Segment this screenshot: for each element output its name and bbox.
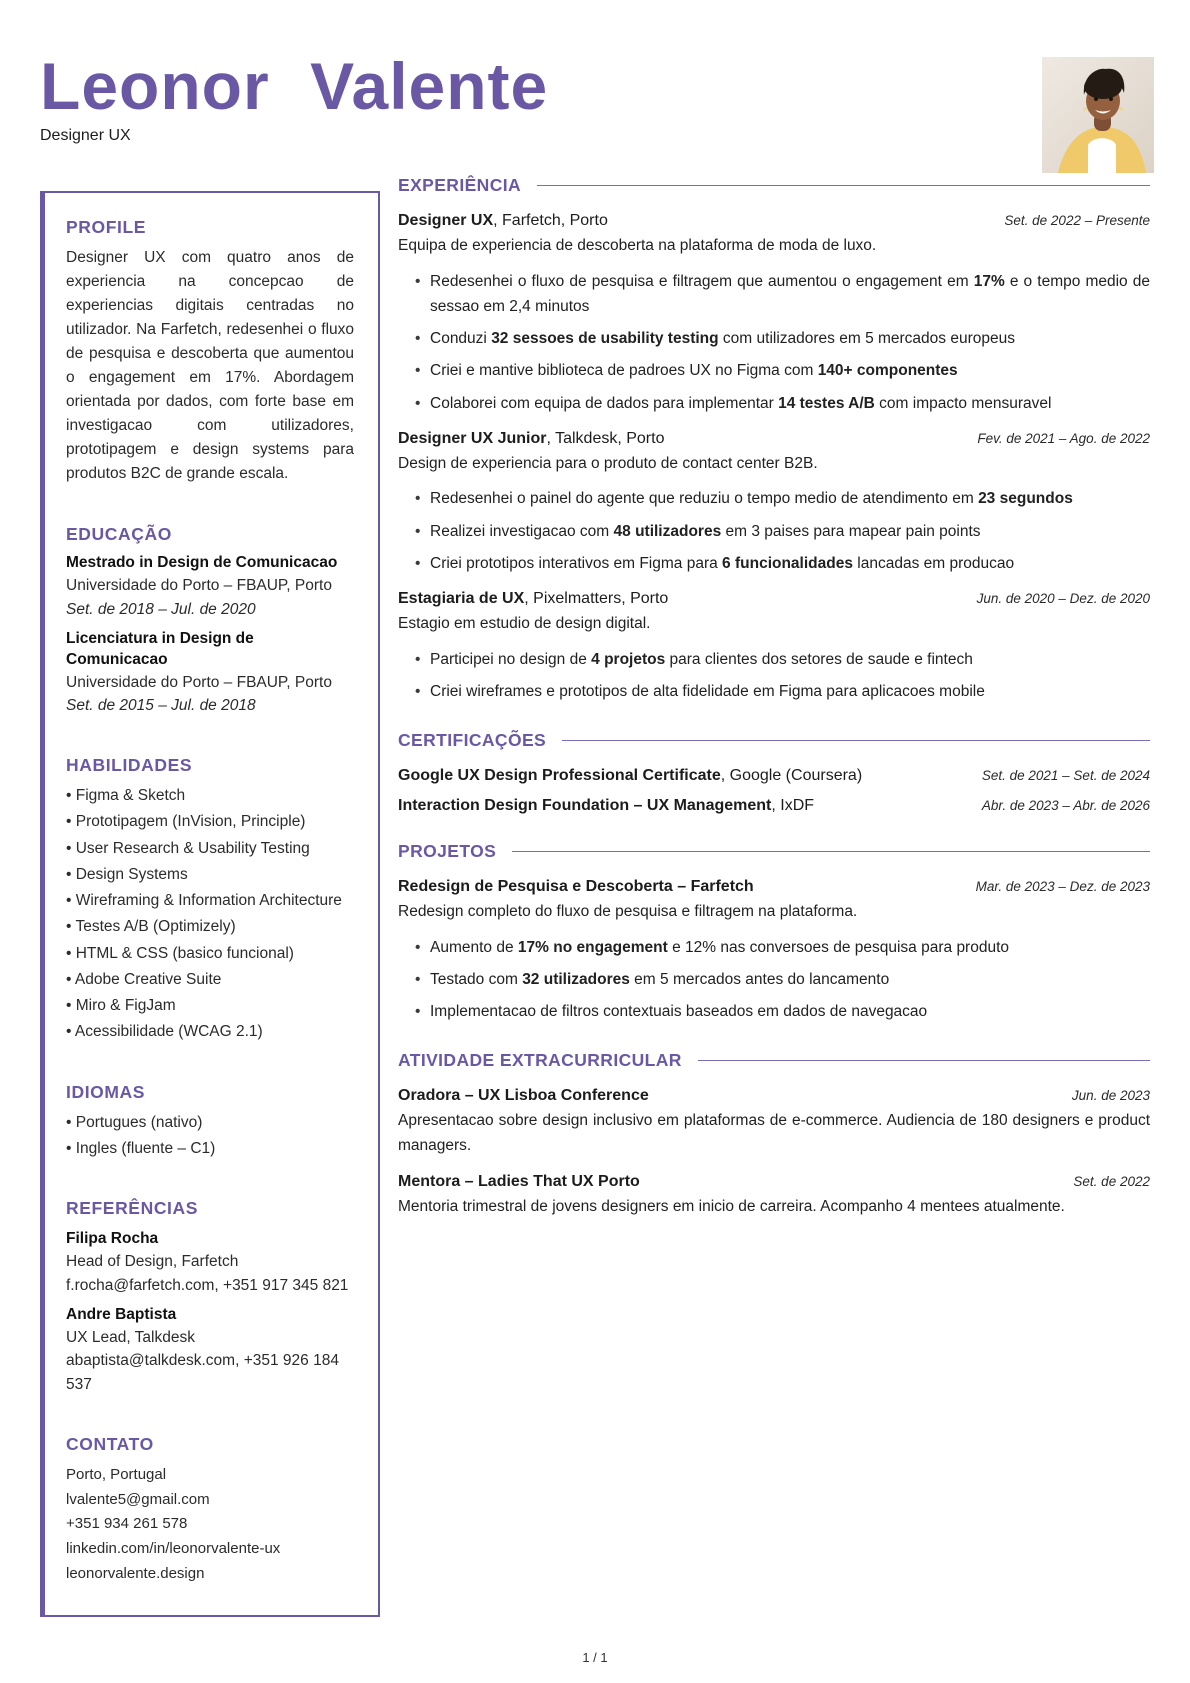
reference-name: Filipa Rocha xyxy=(66,1230,159,1248)
experience-entry xyxy=(398,590,1150,704)
contact-heading: CONTATO xyxy=(66,1433,154,1454)
language-item: • Ingles (fluente – C1) xyxy=(66,1137,354,1160)
project-bullet-text: Testado com xyxy=(430,970,523,988)
entry-head xyxy=(398,430,1150,448)
entry-title xyxy=(398,212,608,230)
project-bullet-text: e 12% nas conversoes de pesquisa para produto xyxy=(667,938,1010,956)
entry-head xyxy=(398,212,1150,230)
experience-bullet xyxy=(398,551,1150,576)
contact-line: leonorvalente.design xyxy=(66,1564,205,1582)
job-title: Designer UX xyxy=(40,127,131,145)
experience-bullet-text: Redesenhei o fluxo de pesquisa e filtragem que aumentou o engagement em xyxy=(430,273,974,291)
education-school: Universidade do Porto – FBAUP, Porto xyxy=(66,577,332,595)
education-dates: Set. de 2018 – Jul. de 2020 xyxy=(66,600,256,618)
languages-heading: IDIOMAS xyxy=(66,1081,146,1102)
experience-bullet-text: 48 utilizadores xyxy=(613,522,722,540)
page-title: Leonor Valente xyxy=(40,49,549,123)
extracurricular-heading: ATIVIDADE EXTRACURRICULAR xyxy=(398,1049,682,1070)
certifications-container xyxy=(398,767,1150,815)
education-heading: EDUCAÇÃO xyxy=(66,524,172,545)
activity-entry xyxy=(398,1087,1150,1159)
experience-bullet xyxy=(398,269,1150,319)
reference-role: Head of Design, Farfetch xyxy=(66,1253,239,1271)
activity-entry xyxy=(398,1173,1150,1220)
section-certifications xyxy=(398,730,1150,815)
activity-title: Mentora – Ladies That UX Porto xyxy=(398,1172,640,1190)
certification-title xyxy=(398,797,814,815)
skill-item: • HTML & CSS (basico funcional) xyxy=(66,942,354,965)
project-title: Redesign de Pesquisa e Descoberta – Farfetch xyxy=(398,877,754,895)
contact-line: lvalente5@gmail.com xyxy=(66,1490,210,1508)
entry-title xyxy=(398,1173,640,1191)
entry-title xyxy=(398,1087,649,1105)
section-contact xyxy=(66,1434,354,1587)
experience-bullet-text: lancadas em producao xyxy=(852,554,1015,572)
section-projects xyxy=(398,841,1150,1024)
section-experience xyxy=(398,175,1150,703)
sidebar xyxy=(40,191,380,1616)
experience-bullet-text: Participei no design de xyxy=(430,650,592,668)
entry-dates: Jun. de 2020 – Dez. de 2020 xyxy=(976,590,1150,606)
skill-item: • User Research & Usability Testing xyxy=(66,837,354,860)
education-school: Universidade do Porto – FBAUP, Porto xyxy=(66,673,332,691)
education-item xyxy=(66,553,354,620)
activity-title: Oradora – UX Lisboa Conference xyxy=(398,1086,649,1104)
education-list xyxy=(66,553,354,717)
entry-summary: Estagio em estudio de design digital. xyxy=(398,614,651,632)
experience-bullet-text: em 3 paises para mapear pain points xyxy=(721,522,981,540)
language-item: • Portugues (nativo) xyxy=(66,1111,354,1134)
entry-title xyxy=(398,430,664,448)
main-column xyxy=(380,175,1150,1245)
profile-heading: PROFILE xyxy=(66,217,147,238)
certifications-heading: CERTIFICAÇÕES xyxy=(398,729,547,750)
experience-bullet xyxy=(398,358,1150,383)
contact-line: Porto, Portugal xyxy=(66,1465,167,1483)
section-extracurricular xyxy=(398,1050,1150,1219)
entry-head xyxy=(398,590,1150,608)
skill-item: • Prototipagem (InVision, Principle) xyxy=(66,810,354,833)
skills-heading: HABILIDADES xyxy=(66,755,193,776)
certification-name: Google UX Design Professional Certificate xyxy=(398,766,721,784)
activity-dates: Jun. de 2023 xyxy=(1071,1087,1150,1103)
entry-title xyxy=(398,590,668,608)
section-divider xyxy=(537,185,1150,186)
project-bullet-list xyxy=(398,935,1150,1024)
certification-issuer: , IxDF xyxy=(771,796,815,814)
section-profile xyxy=(66,217,354,486)
experience-bullet-text: 6 funcionalidades xyxy=(722,554,853,572)
experience-bullet xyxy=(398,679,1150,704)
experience-bullet-text: Criei wireframes e prototipos de alta fidelidade em Figma para aplicacoes mobile xyxy=(430,682,985,700)
certification-issuer: , Google (Coursera) xyxy=(720,766,863,784)
education-degree: Mestrado in Design de Comunicacao xyxy=(66,554,338,572)
experience-heading: EXPERIÊNCIA xyxy=(398,175,522,196)
entry-dates: Set. de 2022 – Presente xyxy=(1004,213,1150,229)
experience-bullet-text: 23 segundos xyxy=(978,490,1073,508)
certification-name: Interaction Design Foundation – UX Management xyxy=(398,796,772,814)
experience-bullet-text: Criei prototipos interativos em Figma para xyxy=(430,554,723,572)
section-education xyxy=(66,524,354,717)
extracurricular-header xyxy=(398,1050,1150,1071)
experience-bullet-list xyxy=(398,486,1150,575)
experience-bullet-text: Conduzi xyxy=(430,330,492,348)
experience-bullet xyxy=(398,647,1150,672)
experience-bullet xyxy=(398,486,1150,511)
certification-row xyxy=(398,797,1150,815)
reference-item xyxy=(66,1227,354,1297)
languages-list xyxy=(66,1111,354,1161)
experience-entry xyxy=(398,212,1150,415)
certification-title xyxy=(398,767,862,785)
reference-contact: f.rocha@farfetch.com, +351 917 345 821 xyxy=(66,1276,349,1294)
experience-bullet-text: para clientes dos setores de saude e fintech xyxy=(665,650,973,668)
experience-header xyxy=(398,175,1150,196)
contact-line: +351 934 261 578 xyxy=(66,1515,188,1533)
page-number: 1 / 1 xyxy=(582,1650,608,1665)
skill-item: • Miro & FigJam xyxy=(66,994,354,1017)
experience-bullet-text: e o tempo medio de sessao em 2,4 minutos xyxy=(430,273,1151,316)
experience-bullet-text: Colaborei com equipa de dados para implementar xyxy=(430,394,779,412)
projects-container xyxy=(398,878,1150,1024)
content-columns xyxy=(0,175,1190,1616)
project-bullet xyxy=(398,935,1150,960)
entry-summary: Design de experiencia para o produto de contact center B2B. xyxy=(398,454,818,472)
extracurricular-container xyxy=(398,1087,1150,1219)
entry-company: , Talkdesk, Porto xyxy=(546,429,665,447)
experience-bullet-text: 140+ componentes xyxy=(817,362,958,380)
certification-dates: Set. de 2021 – Set. de 2024 xyxy=(981,767,1150,783)
profile-text: Designer UX com quatro anos de experiencia na concepcao de experiencias digitais centradas no utilizador. Na Farfetch, redesenhei o fluxo de pesquisa e descoberta que aumentou o engagement em 17%. Abordagem orientada por dados, com forte base em investigacao com utilizadores, prototipagem e design systems para produtos B2C de grande escala. xyxy=(66,249,354,483)
references-heading: REFERÊNCIAS xyxy=(66,1198,199,1219)
certifications-header xyxy=(398,730,1150,751)
certification-row xyxy=(398,767,1150,785)
jobs-container xyxy=(398,212,1150,703)
reference-contact: abaptista@talkdesk.com, +351 926 184 537 xyxy=(66,1352,339,1393)
section-divider xyxy=(512,851,1150,852)
experience-bullet-text: com utilizadores em 5 mercados europeus xyxy=(718,330,1015,348)
entry-head xyxy=(398,1087,1150,1105)
activity-dates: Set. de 2022 xyxy=(1073,1173,1150,1189)
experience-bullet-text: com impacto mensuravel xyxy=(874,394,1052,412)
resume-header xyxy=(0,0,1190,145)
experience-bullet-text: 17% xyxy=(973,273,1005,291)
experience-bullet xyxy=(398,519,1150,544)
entry-role: Designer UX Junior xyxy=(398,429,547,447)
section-divider xyxy=(698,1060,1150,1061)
experience-bullet-list xyxy=(398,269,1150,416)
experience-entry xyxy=(398,430,1150,576)
skill-item: • Testes A/B (Optimizely) xyxy=(66,915,354,938)
skill-item: • Design Systems xyxy=(66,863,354,886)
experience-bullet-text: 32 sessoes de usability testing xyxy=(491,330,719,348)
reference-name: Andre Baptista xyxy=(66,1305,177,1323)
reference-role: UX Lead, Talkdesk xyxy=(66,1329,195,1347)
certification-dates: Abr. de 2023 – Abr. de 2026 xyxy=(981,797,1150,813)
entry-head xyxy=(398,1173,1150,1191)
project-bullet-text: Implementacao de filtros contextuais baseados em dados de navegacao xyxy=(430,1002,928,1020)
skill-item: • Acessibilidade (WCAG 2.1) xyxy=(66,1020,354,1043)
experience-bullet-text: Redesenhei o painel do agente que reduziu o tempo medio de atendimento em xyxy=(430,490,979,508)
experience-bullet-text: 4 projetos xyxy=(591,650,666,668)
experience-bullet-text: Realizei investigacao com xyxy=(430,522,614,540)
section-references xyxy=(66,1198,354,1396)
skill-item: • Adobe Creative Suite xyxy=(66,968,354,991)
skill-item: • Figma & Sketch xyxy=(66,784,354,807)
experience-bullet-text: Criei e mantive biblioteca de padroes UX no Figma com xyxy=(430,362,818,380)
entry-title xyxy=(398,878,754,896)
skill-item: • Wireframing & Information Architecture xyxy=(66,889,354,912)
contact-line: linkedin.com/in/leonorvalente-ux xyxy=(66,1540,281,1558)
references-list xyxy=(66,1227,354,1396)
project-summary: Redesign completo do fluxo de pesquisa e filtragem na plataforma. xyxy=(398,902,858,920)
project-bullet xyxy=(398,967,1150,992)
project-bullet xyxy=(398,999,1150,1024)
profile-photo-illustration xyxy=(1042,57,1154,173)
reference-item xyxy=(66,1303,354,1396)
profile-photo xyxy=(1042,57,1154,173)
education-degree: Licenciatura in Design de Comunicacao xyxy=(66,629,254,668)
education-dates: Set. de 2015 – Jul. de 2018 xyxy=(66,696,256,714)
projects-heading: PROJETOS xyxy=(398,840,497,861)
experience-bullet xyxy=(398,326,1150,351)
experience-bullet-text: 14 testes A/B xyxy=(778,394,875,412)
project-bullet-text: 17% no engagement xyxy=(517,938,668,956)
entry-company: , Farfetch, Porto xyxy=(493,212,608,230)
section-divider xyxy=(562,740,1150,741)
entry-role: Estagiaria de UX xyxy=(398,589,525,607)
project-bullet-text: 32 utilizadores xyxy=(522,970,630,988)
section-languages xyxy=(66,1082,354,1161)
section-skills xyxy=(66,755,354,1044)
activity-summary: Mentoria trimestral de jovens designers em inicio de carreira. Acompanho 4 mentees atualmente. xyxy=(398,1197,1065,1215)
entry-company: , Pixelmatters, Porto xyxy=(524,589,669,607)
project-entry xyxy=(398,878,1150,1024)
project-bullet-text: Aumento de xyxy=(430,938,518,956)
entry-summary: Equipa de experiencia de descoberta na plataforma de moda de luxo. xyxy=(398,237,877,255)
project-bullet-text: em 5 mercados antes do lancamento xyxy=(629,970,890,988)
entry-head xyxy=(398,878,1150,896)
experience-bullet xyxy=(398,391,1150,416)
projects-header xyxy=(398,841,1150,862)
contact-list xyxy=(66,1463,354,1587)
skills-list xyxy=(66,784,354,1044)
entry-role: Designer UX xyxy=(398,212,494,230)
project-dates: Mar. de 2023 – Dez. de 2023 xyxy=(975,878,1150,894)
education-item xyxy=(66,629,354,717)
activity-summary: Apresentacao sobre design inclusivo em plataformas de e-commerce. Audiencia de 180 designers e product managers. xyxy=(398,1111,1150,1154)
entry-dates: Fev. de 2021 – Ago. de 2022 xyxy=(977,430,1150,446)
experience-bullet-list xyxy=(398,647,1150,704)
